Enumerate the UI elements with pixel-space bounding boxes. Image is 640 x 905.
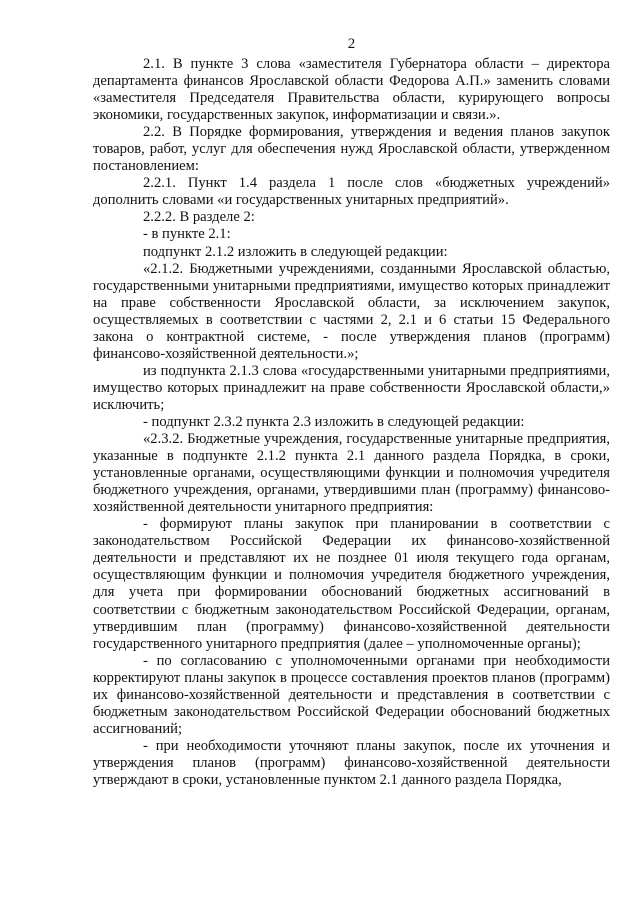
paragraph-2-3-2-intro: - подпункт 2.3.2 пункта 2.3 изложить в следующей редакции:	[143, 413, 525, 430]
paragraph-2-1-3: из подпункта 2.1.3 слова «государственными унитарными предприятиями, имущество которых принадлежит на праве собственности Ярославской области,» исключить;	[93, 362, 610, 413]
paragraph-2-2: 2.2. В Порядке формирования, утверждения и ведения планов закупок товаров, работ, услуг для обеспечения нужд Ярославской области, утвержденном постановлением:	[93, 124, 610, 175]
paragraph-2-1: 2.1. В пункте 3 слова «заместителя Губернатора области – директора департамента финансов Ярославской области Федорова А.П.» заменить словами «заместителя Председателя Правительства области, курирующего вопросы экономики, государственных закупок, информатизации и связи.».	[93, 56, 610, 124]
paragraph-refine-plans: - при необходимости уточняют планы закупок, после их уточнения и утверждения планов (программ) финансово-хозяйственной деятельности утверждают в сроки, установленные пунктом 2.1 данного раздела Порядка,	[93, 737, 610, 788]
paragraph-form-plans: - формируют планы закупок при планировании в соответствии с законодательством Российской Федерации их финансово-хозяйственной деятельности и представляют их не позднее 01 июля текущего года органам, осуществляющим функции и полномочия учредителя бюджетного учреждения, для учета при формировании обоснований бюджетных ассигнований в соответствии с бюджетным законодательством Российской Федерации, органам, утвердившим план (программу) финансово-хозяйственной деятельности государственного унитарного предприятия (далее – уполномоченные органы);	[93, 516, 610, 652]
paragraph-2-1-2-text: «2.1.2. Бюджетными учреждениями, созданными Ярославской областью, государственными унитарными предприятиями, имущество которых принадлежит на праве собственности Ярославской области, за исключением закупок, осуществляемых в соответствии с частями 2, 2.1 и 6 статьи 15 Федерального закона о контрактной системе, - после утверждения планов (программ) финансово-хозяйственной деятельности.»;	[93, 260, 610, 362]
paragraph-in-point-2-1: - в пункте 2.1:	[143, 226, 231, 243]
paragraph-correct-plans: - по согласованию с уполномоченными органами при необходимости корректируют планы закупок в процессе составления проектов планов (программ) их финансово-хозяйственной деятельности и представления в соответствии с бюджетным законодательством Российской Федерации обоснований бюджетных ассигнований;	[93, 652, 610, 737]
page-number: 2	[347, 36, 356, 52]
paragraph-2-2-1: 2.2.1. Пункт 1.4 раздела 1 после слов «бюджетных учреждений» дополнить словами «и государственных унитарных предприятий».	[93, 175, 610, 209]
paragraph-2-2-2: 2.2.2. В разделе 2:	[143, 209, 255, 226]
paragraph-subpoint-2-1-2-intro: подпункт 2.1.2 изложить в следующей редакции:	[143, 243, 448, 260]
paragraph-2-3-2-text: «2.3.2. Бюджетные учреждения, государственные унитарные предприятия, указанные в подпункте 2.1.2 пункта 2.1 данного раздела Порядка, в сроки, установленные органами, осуществляющими функции и полномочия учредителя бюджетного учреждения, органами, утвердившими план (программу) финансово-хозяйственной деятельности унитарного предприятия:	[93, 431, 610, 516]
